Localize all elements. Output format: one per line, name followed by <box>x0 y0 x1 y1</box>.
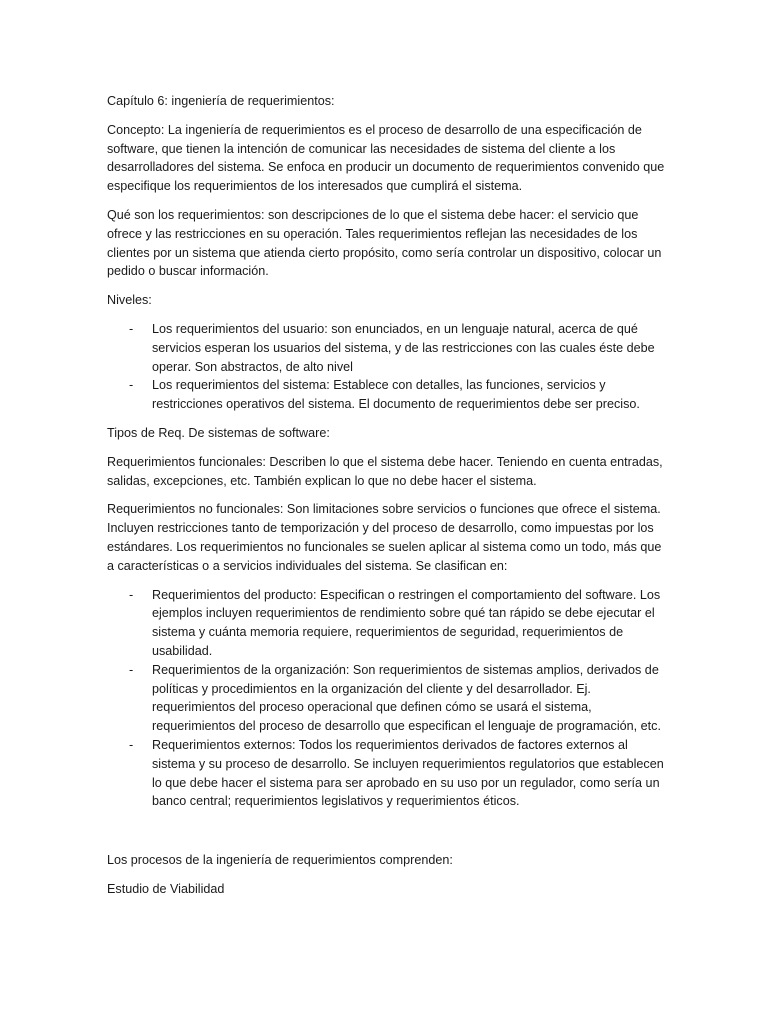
chapter-title: Capítulo 6: ingeniería de requerimientos: <box>107 94 335 108</box>
list-item: - Los requerimientos del sistema: Establece con detalles, las funciones, servicios y restricciones operativos del sistema. El documento de requerimientos debe ser preciso. <box>107 376 667 414</box>
list-item: - Requerimientos externos: Todos los requerimientos derivados de factores externos al sistema y su proceso de desarrollo. Se incluyen requerimientos regulatorios que establecen lo que debe hacer el sistema para ser aprobado en su uso por un regulador, como sería un banco central; requerimientos legislativos y requerimientos éticos. <box>107 736 667 811</box>
concepto-paragraph: Concepto: La ingeniería de requerimientos es el proceso de desarrollo de una especificación de software, que tienen la intención de comunicar las necesidades de sistema del cliente a los desarrolladores del sistema. Se enfoca en producir un documento de requerimientos convenido que especifique los requerimientos de los interesados que cumplirá el sistema. <box>107 122 665 194</box>
niveles-list <box>107 320 667 414</box>
list-item: - Requerimientos de la organización: Son requerimientos de sistemas amplios, derivados de políticas y procedimientos en la organización del cliente y del desarrollador. Ej. requerimientos del proceso operacional que definen cómo se usará el sistema, requerimientos del proceso de desarrollo que especifican el lenguaje de programación, etc. <box>107 661 667 736</box>
procesos-heading: Los procesos de la ingeniería de requerimientos comprenden: <box>107 853 453 868</box>
spacer <box>107 821 667 851</box>
niveles-heading: Niveles: <box>107 293 152 308</box>
no-funcionales-paragraph: Requerimientos no funcionales: Son limitaciones sobre servicios o funciones que ofrece el sistema. Incluyen restricciones tanto de temporización y del proceso de desarrollo, como impuestas por los estándares. Los requerimientos no funcionales se suelen aplicar al sistema como un todo, más que a características o a servicios individuales del sistema. Se clasifican en: <box>107 502 662 573</box>
funcionales-paragraph: Requerimientos funcionales: Describen lo que el sistema debe hacer. Teniendo en cuenta entradas, salidas, excepciones, etc. También explican lo que no debe hacer el sistema. <box>107 454 663 488</box>
estudio-heading: Estudio de Viabilidad <box>107 881 225 896</box>
que-son-paragraph: Qué son los requerimientos: son descripciones de lo que el sistema debe hacer: el servicio que ofrece y las restricciones en su operación. Tales requerimientos reflejan las necesidades de los clientes por un sistema que atienda cierto propósito, como sería controlar un dispositivo, colocar un pedido o buscar información. <box>107 207 662 279</box>
list-item: - Los requerimientos del usuario: son enunciados, en un lenguaje natural, acerca de qué servicios esperan los usuarios del sistema, y de las restricciones con las cuales éste debe operar. Son abstractos, de alto nivel <box>107 320 667 376</box>
document-page <box>107 92 667 909</box>
clasificacion-list <box>107 586 667 812</box>
tipos-heading: Tipos de Req. De sistemas de software: <box>107 425 330 440</box>
list-item: - Requerimientos del producto: Especifican o restringen el comportamiento del software. Los ejemplos incluyen requerimientos de rendimiento sobre qué tan rápido se debe ejecutar el sistema y cuánta memoria requiere, requerimientos de seguridad, requerimientos de usabilidad. <box>107 586 667 661</box>
